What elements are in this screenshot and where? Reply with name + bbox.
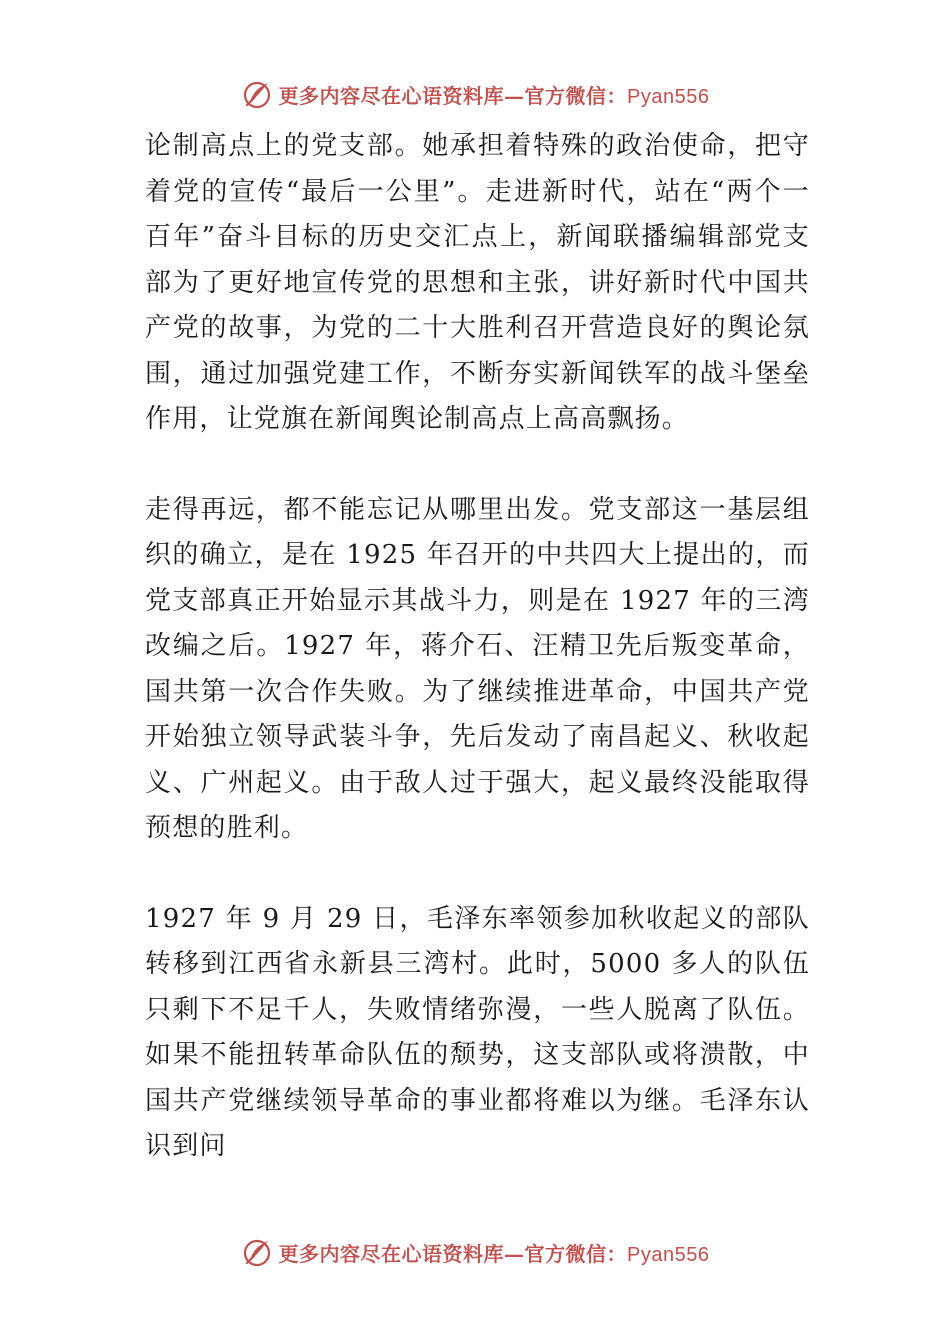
footer-banner <box>0 1232 950 1272</box>
footer-banner-label: 更多内容尽在心语资料库—官方微信： <box>278 1241 628 1266</box>
paragraph-3: 1927 年 9 月 29 日，毛泽东率领参加秋收起义的部队转移到江西省永新县三湾村。此时，5000 多人的队伍只剩下不足千人，失败情绪弥漫，一些人脱离了队伍。如果不能扭转革命队伍的颓势，这支部队或将溃散，中国共产党继续领导革命的事业都将难以为继。毛泽东认识到问 <box>145 903 810 1161</box>
header-banner-label: 更多内容尽在心语资料库—官方微信： <box>278 83 628 108</box>
header-wechat-id: Pyan556 <box>627 85 710 108</box>
paragraph-1: 论制高点上的党支部。她承担着特殊的政治使命，把守着党的宣传“最后一公里”。走进新时代，站在“两个一百年”奋斗目标的历史交汇点上，新闻联播编辑部党支部为了更好地宣传党的思想和主张，讲好新时代中国共产党的故事，为党的二十大胜利召开营造良好的舆论氛围，通过加强党建工作，不断夯实新闻铁军的战斗堡垒作用，让党旗在新闻舆论制高点上高高飘扬。 <box>145 131 810 434</box>
header-banner <box>0 74 950 114</box>
paragraph-2: 走得再远，都不能忘记从哪里出发。党支部这一基层组织的确立，是在 1925 年召开的中共四大上提出的，而党支部真正开始显示其战斗力，则是在 1927 年的三湾改编之后。1927 年，蒋介石、汪精卫先后叛变革命，国共第一次合作失败。为了继续推进革命，中国共产党开始独立领导武装斗争，先后发动了南昌起义、秋收起义、广州起义。由于敌人过于强大，起义最终没能取得预想的胜利。 <box>145 494 810 843</box>
quill-flame-icon <box>241 78 273 110</box>
footer-wechat-id: Pyan556 <box>627 1243 710 1266</box>
document-body <box>145 124 810 1170</box>
footer-banner-text <box>279 1238 710 1267</box>
header-banner-text <box>279 80 710 109</box>
quill-flame-icon <box>241 1236 273 1268</box>
